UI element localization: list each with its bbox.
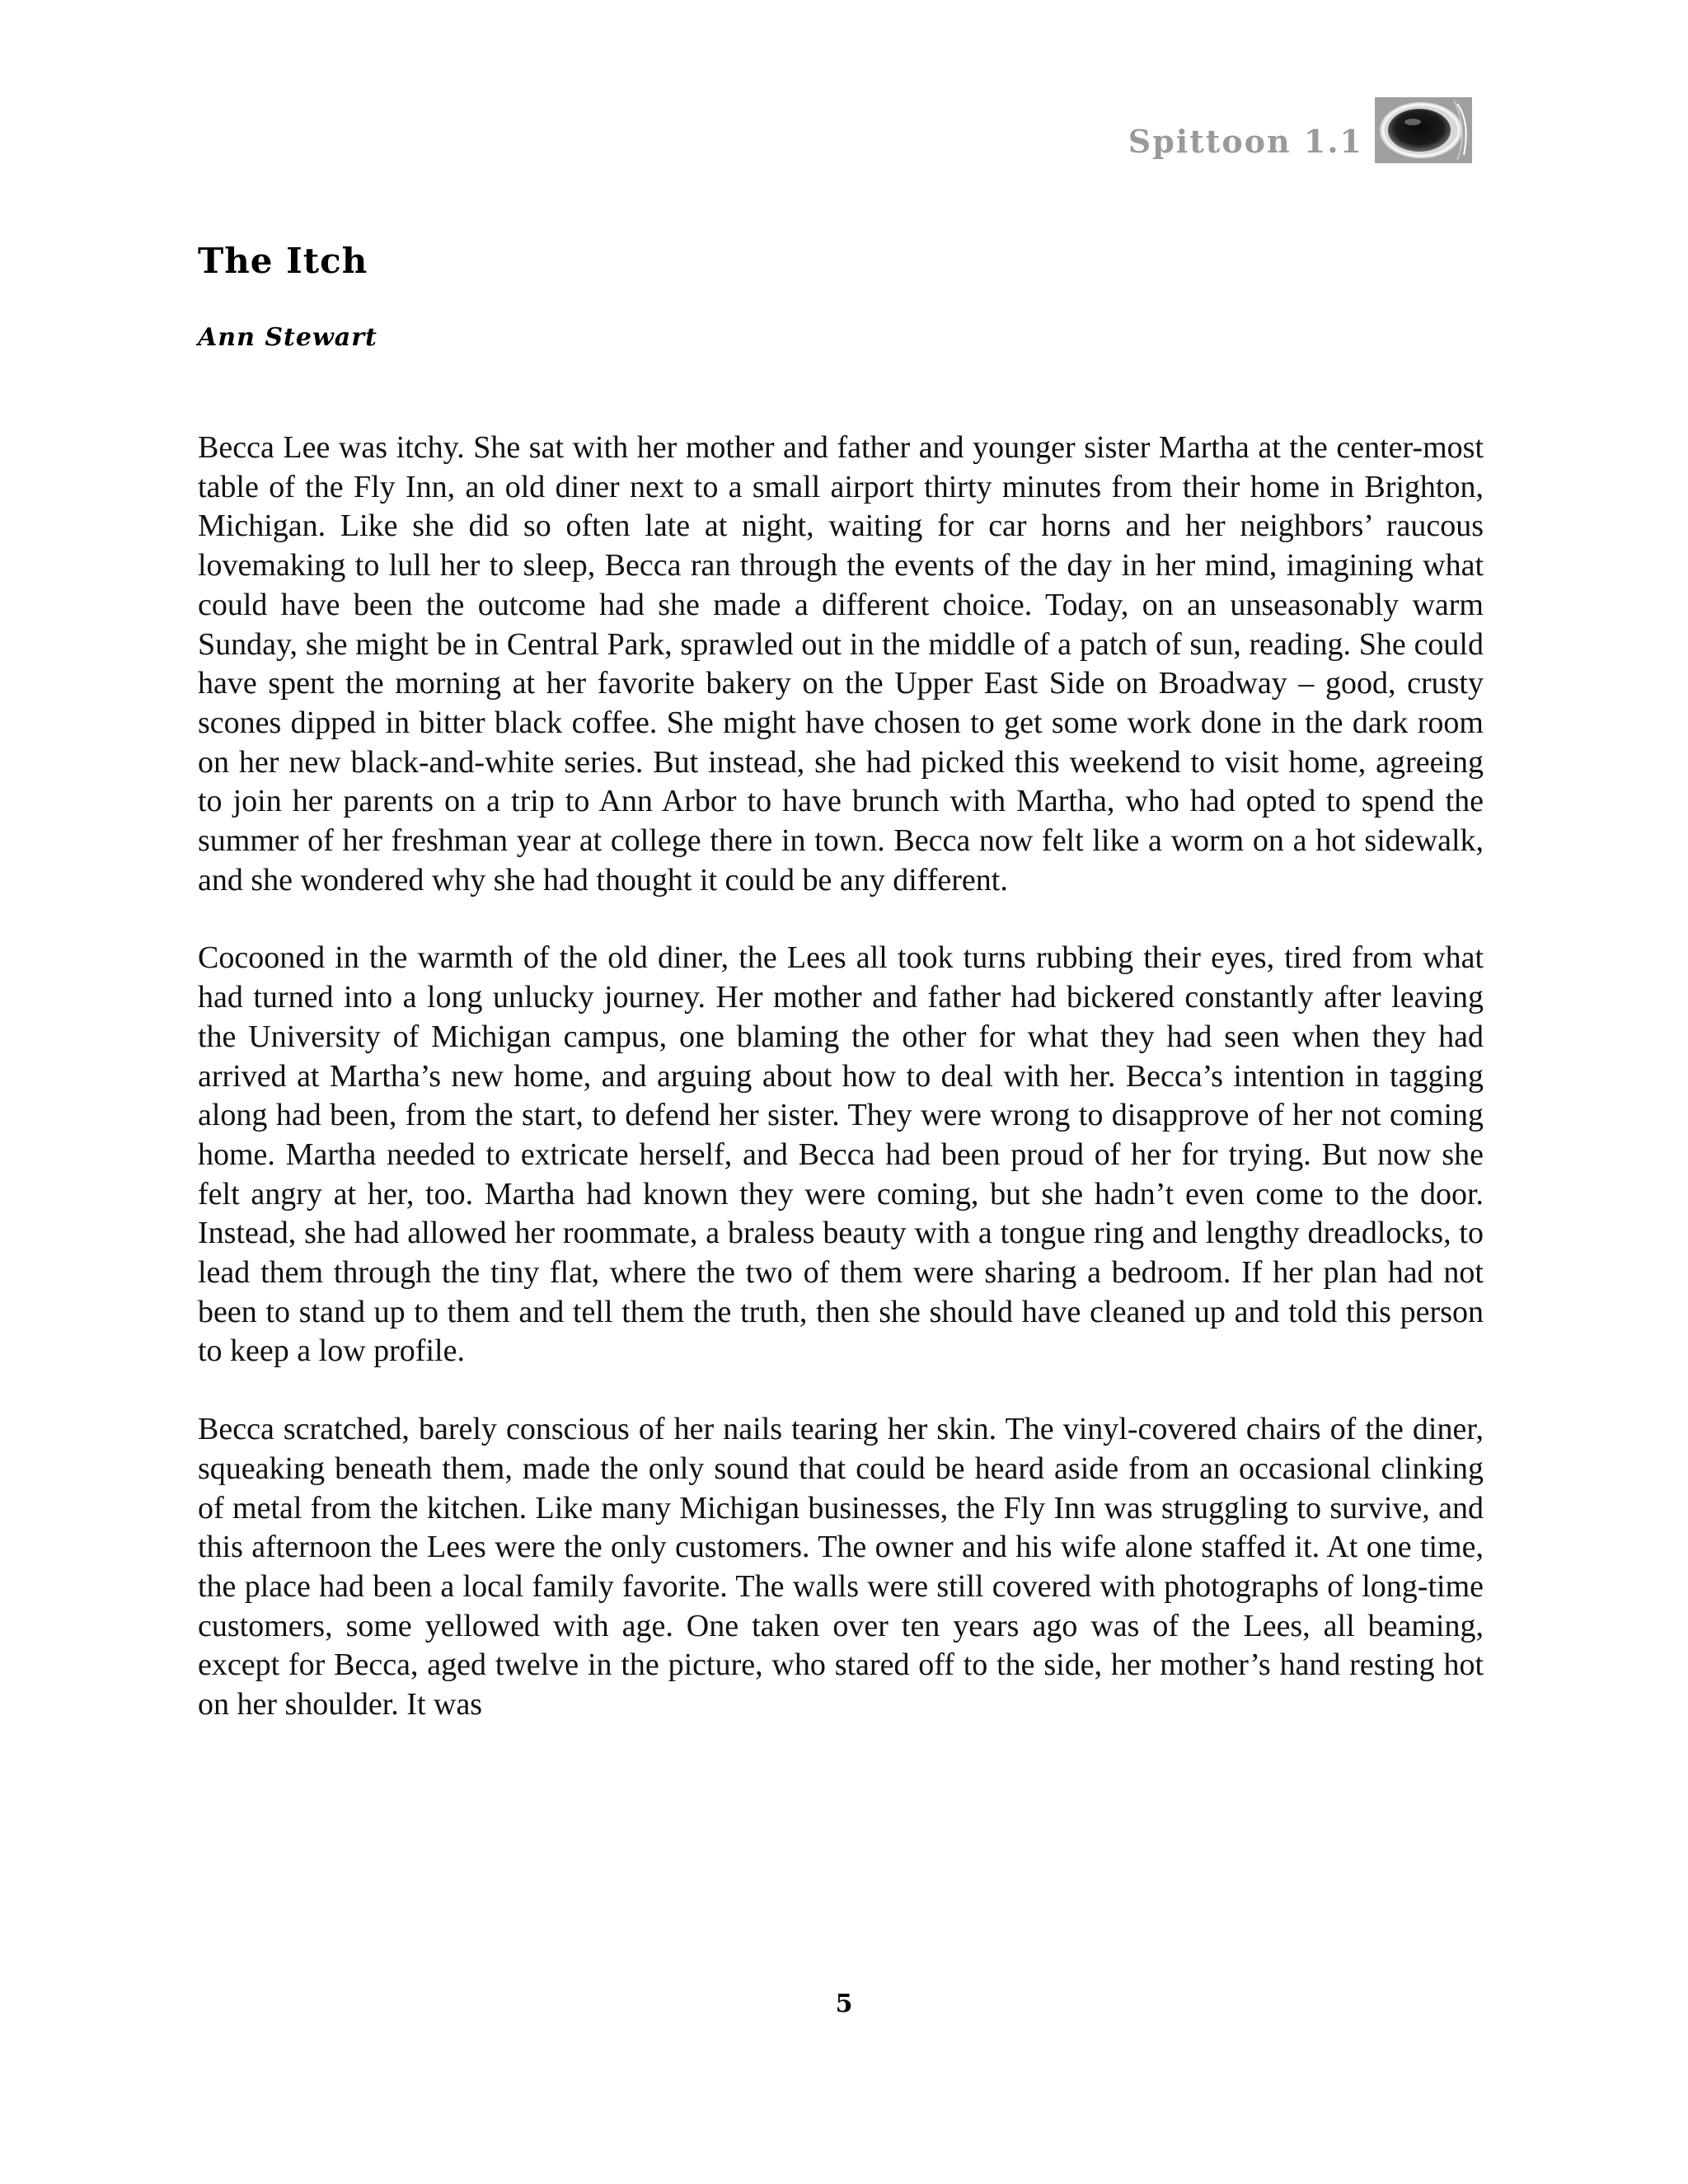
- journal-name: Spittoon 1.1: [1128, 123, 1363, 160]
- story-paragraph: Becca scratched, barely conscious of her nails tearing her skin. The vinyl-covered chairs of the diner, squeaking beneath them, made the only sound that could be heard aside from an occasional clinking of metal from the kitchen. Like many Michigan businesses, the Fly Inn was struggling to survive, and this afternoon the Lees were the only customers. The owner and his wife alone staffed it. At one time, the place had been a local family favorite. The walls were still covered with photographs of long-time customers, some yellowed with age. One taken over ten years ago was of the Lees, all beaming, except for Becca, aged twelve in the picture, who stared off to the side, her mother’s hand resting hot on her shoulder. It was: [198, 1412, 1484, 1722]
- page-number: 5: [835, 1990, 853, 2018]
- story-author: Ann Stewart: [198, 323, 377, 352]
- story-paragraph: Cocooned in the warmth of the old diner, the Lees all took turns rubbing their eyes, tired from what had turned into a long unlucky journey. Her mother and father had bickered constantly after leaving the University of Michigan campus, one blaming the other for what they had seen when they had arrived at Martha’s new home, and arguing about how to deal with her. Becca’s intention in tagging along had been, from the start, to defend her sister. They were wrong to disapprove of her not coming home. Martha needed to extricate herself, and Becca had been proud of her for trying. But now she felt angry at her, too. Martha had known they were coming, but she hadn’t even come to the door. Instead, she had allowed her roommate, a braless beauty with a tongue ring and lengthy dreadlocks, to lead them through the tiny flat, where the two of them were sharing a bedroom. If her plan had not been to stand up to them and tell them the truth, then she should have cleaned up and told this person to keep a low profile.: [198, 940, 1484, 1369]
- story-body: [198, 429, 1484, 1764]
- spittoon-photo-icon: [1375, 97, 1472, 163]
- story-paragraph: Becca Lee was itchy. She sat with her mother and father and younger sister Martha at the center-most table of the Fly Inn, an old diner next to a small airport thirty minutes from their home in Brighton, Michigan. Like she did so often late at night, waiting for car horns and her neighbors’ raucous lovemaking to lull her to sleep, Becca ran through the events of the day in her mind, imagining what could have been the outcome had she made a different choice. Today, on an unseasonably warm Sunday, she might be in Central Park, sprawled out in the middle of a patch of sun, reading. She could have spent the morning at her favorite bakery on the Upper East Side on Broadway – good, crusty scones dipped in bitter black coffee. She might have chosen to get some work done in the dark room on her new black-and-white series. But instead, she had picked this weekend to visit home, agreeing to join her parents on a trip to Ann Arbor to have brunch with Martha, who had opted to spend the summer of her freshman year at college there in town. Becca now felt like a worm on a hot sidewalk, and she wondered why she had thought it could be any different.: [198, 430, 1484, 898]
- running-head: [1128, 89, 1472, 163]
- story-title: The Itch: [198, 241, 368, 281]
